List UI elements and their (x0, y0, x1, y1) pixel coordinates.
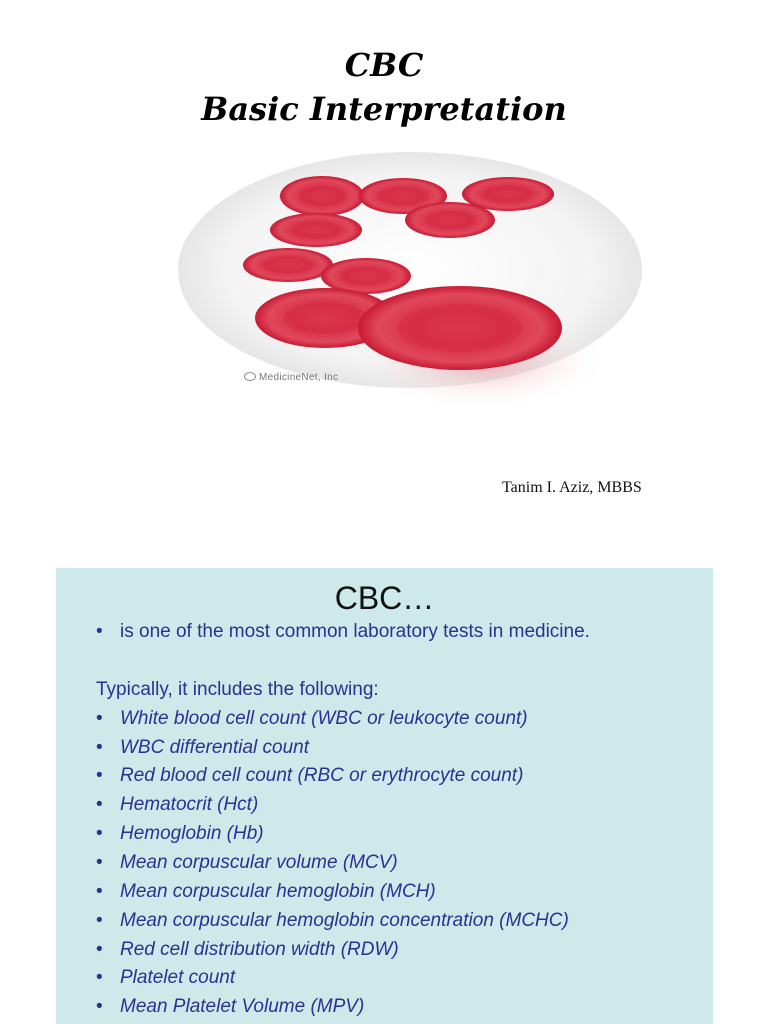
list-item (96, 736, 309, 760)
red-blood-cells-illustration (170, 150, 650, 420)
bullet-glyph: • (96, 765, 103, 786)
intro-bullet-text: is one of the most common laboratory tests in medicine. (120, 621, 590, 642)
copyright-icon (244, 372, 256, 381)
image-credit-text: MedicineNet, Inc (259, 372, 339, 383)
list-item-text: Red blood cell count (RBC or erythrocyte count) (120, 765, 524, 786)
list-item (96, 938, 399, 962)
slide-title-line1: CBC (344, 46, 424, 84)
bullet-glyph: • (96, 794, 103, 815)
list-item-text: White blood cell count (WBC or leukocyte count) (120, 708, 528, 729)
list-item (96, 880, 436, 904)
bullet-glyph: • (96, 910, 103, 931)
bullet-glyph: • (96, 881, 103, 902)
lead-in-text: Typically, it includes the following: (96, 679, 379, 700)
bullet-glyph: • (96, 852, 103, 873)
bullet-glyph: • (96, 621, 103, 642)
bullet-glyph: • (96, 967, 103, 988)
list-item (96, 966, 235, 990)
list-item-text: Mean corpuscular hemoglobin concentration (MCHC) (120, 910, 569, 931)
list-item-text: Red cell distribution width (RDW) (120, 939, 399, 960)
slide-title-line2: Basic Interpretation (201, 90, 567, 128)
list-item (96, 764, 523, 788)
cbc-overview-slide (56, 568, 713, 1024)
list-item-text: WBC differential count (120, 737, 310, 758)
intro-bullet (96, 620, 590, 644)
list-item (96, 793, 258, 817)
list-item-text: Mean corpuscular volume (MCV) (120, 852, 398, 873)
bullet-glyph: • (96, 996, 103, 1017)
list-item-text: Hematocrit (Hct) (120, 794, 259, 815)
image-credit (244, 372, 338, 383)
bullet-glyph: • (96, 939, 103, 960)
list-item-text: Platelet count (120, 967, 236, 988)
bullet-glyph: • (96, 737, 103, 758)
slide-title: CBC… (334, 580, 435, 616)
list-item (96, 707, 528, 731)
list-item-text: Mean corpuscular hemoglobin (MCH) (120, 881, 436, 902)
list-item (96, 995, 364, 1019)
list-item (96, 851, 398, 875)
bullet-glyph: • (96, 823, 103, 844)
author-name: Tanim I. Aziz, MBBS (502, 479, 642, 496)
list-item-text: Mean Platelet Volume (MPV) (120, 996, 365, 1017)
list-item (96, 822, 264, 846)
bullet-glyph: • (96, 708, 103, 729)
list-item-text: Hemoglobin (Hb) (120, 823, 264, 844)
list-item (96, 909, 569, 933)
